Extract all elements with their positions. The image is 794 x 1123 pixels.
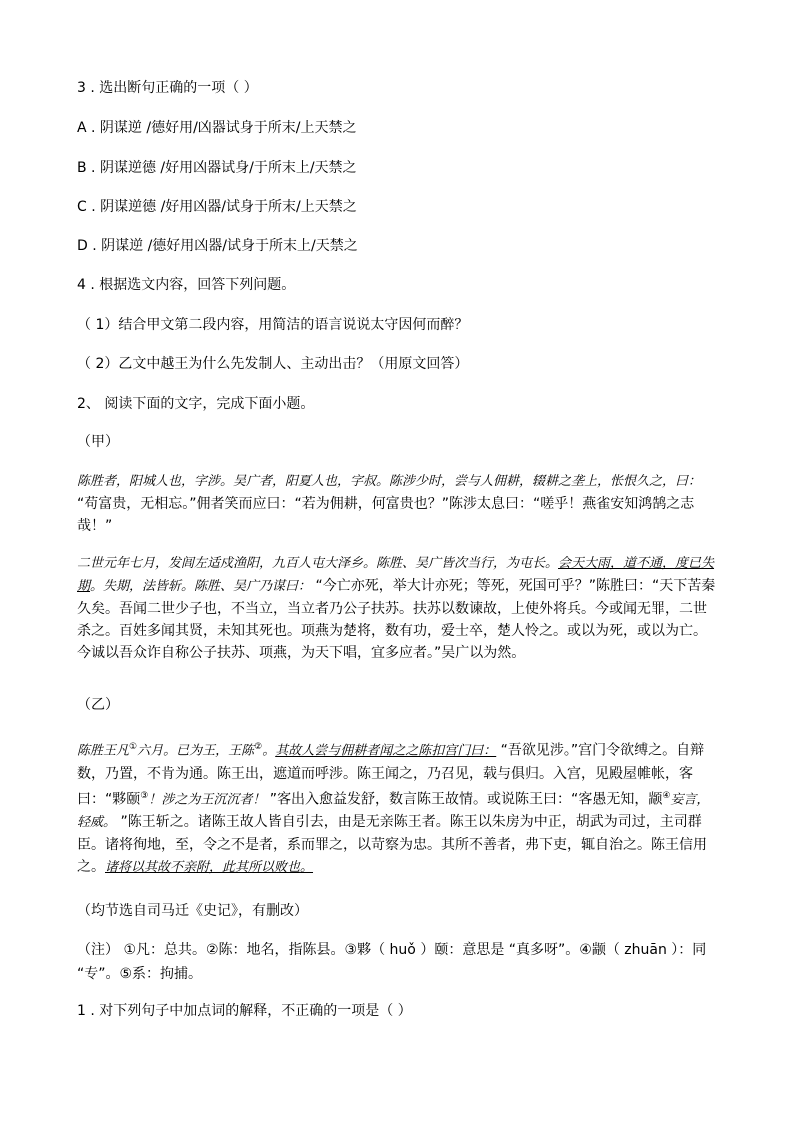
jia-p1-text: “苟富贵，无相忘。”佣者笑而应曰：“若为佣耕，何富贵也？”陈涉太息曰：“嗟乎！燕雀安知鸿鹄之志哉！” (77, 496, 695, 534)
question-4-sub1: （ 1）结合甲文第二段内容，用简洁的语言说说太守因何而醉？ (77, 317, 469, 333)
passage-jia-paragraph-2 (77, 552, 717, 664)
passage-yi-paragraph (77, 736, 717, 879)
jia-p2-underlined-text: 会天大雨，道不通，度已失期 (77, 556, 715, 594)
yi-text-1: 陈胜王凡 (77, 743, 130, 759)
passage-yi-label: （乙） (77, 697, 119, 713)
note-marker-4: ④ (662, 790, 671, 801)
note-marker-1: ① (129, 742, 138, 752)
question-1-stem: 1 . 对下列句子中加点词的解释，不正确的一项是（ ） (77, 1003, 412, 1019)
question-4-stem: 4 . 根据选文内容，回答下列问题。 (77, 277, 296, 293)
section-2-title: 2、 阅读下面的文字，完成下面小题。 (77, 396, 315, 412)
yi-underlined-sentence-1: 其故人尝与佣耕者闻之之陈扣宫门曰： (275, 743, 497, 759)
source-citation: （均节选自司马迁《史记》，有删改） (77, 903, 308, 919)
yi-text-7: 妄言，轻威。 (77, 792, 710, 831)
note-marker-2: ② (254, 742, 263, 752)
passage-jia-paragraph-1 (77, 470, 717, 537)
yi-text-8: ”陈王斩之。诸陈王故人皆自引去，由是无亲陈王者。陈王以朱房为中正，胡武为司过，主司群臣。诸将徇地，至，令之不是者，系而罪之，以苛察为忠。其所不善者，弗下吏，辄自治之。陈王信用之。 (77, 814, 707, 876)
jia-p1-italic-text: 陈胜者，阳城人也，字涉。吴广者，阳夏人也，字叔。陈涉少时，尝与人佣耕，辍耕之垄上，怅恨久之，曰： (77, 474, 702, 489)
annotation-notes: （注） ①凡：总共。②陈：地名，指陈县。③夥（ huǒ ）颐：意思是 “真多呀”。④颛（ zhuān ）：同 “专”。⑤系：拘捕。 (77, 942, 707, 982)
option-b: B . 阴谋逆德 /好用凶器试身/于所末上/天禁之 (77, 160, 357, 176)
yi-text-4: “吾欲见涉。”宫门令欲缚之。自辩数，乃置，不肯为通。陈王出，遮道而呼涉。陈王闻之，乃召见，载与俱归。入宫，见殿屋帷帐，客曰：“夥颐 (77, 742, 705, 808)
jia-p2-italic-text-2: 。失期，法皆斩。陈胜、吴广乃谋曰： (90, 579, 312, 594)
jia-p2-text: “今亡亦死，举大计亦死；等死，死国可乎？”陈胜曰：“天下苦秦久矣。吾闻二世少子也，不当立，当立者乃公子扶苏。扶苏以数谏故，上使外将兵。今或闻无罪，二世杀之。百姓多闻其贤，未知其死也。项燕为楚将，数有功，爱士卒，楚人怜之。或以为死，或以为亡。今诚以吾众诈自称公子扶苏、项燕，为天下唱，宜多应者。”吴广以为然。 (77, 578, 716, 661)
yi-underlined-sentence-2: 诸将以其故不亲附，此其所以败也。 (105, 860, 314, 876)
option-d: D . 阴谋逆 /德好用凶器/试身于所末上/天禁之 (77, 238, 358, 254)
note-marker-3: ③ (140, 790, 149, 801)
yi-text-6: ”客出入愈益发舒，数言陈王故情。或说陈王曰：“客愚无知，颛 (265, 791, 663, 808)
question-4-sub2: （ 2）乙文中越王为什么先发制人、主动出击？（用原文回答） (77, 356, 469, 372)
yi-text-2: 六月。已为王，王陈 (137, 743, 255, 759)
question-3-stem: 3 . 选出断句正确的一项（ ） (77, 80, 258, 96)
yi-text-3: 。 (262, 743, 276, 759)
option-a: A . 阴谋逆 /德好用/凶器试身于所末/上天禁之 (77, 120, 357, 136)
option-c: C . 阴谋逆德 /好用凶器/试身于所末/上天禁之 (77, 199, 357, 215)
yi-text-5: ！涉之为王沉沉者！ (148, 792, 266, 808)
passage-jia-label: （甲） (77, 434, 119, 450)
jia-p2-italic-text: 二世元年七月，发闾左适戍渔阳，九百人屯大泽乡。陈胜、吴广皆次当行，为屯长。 (77, 556, 559, 571)
